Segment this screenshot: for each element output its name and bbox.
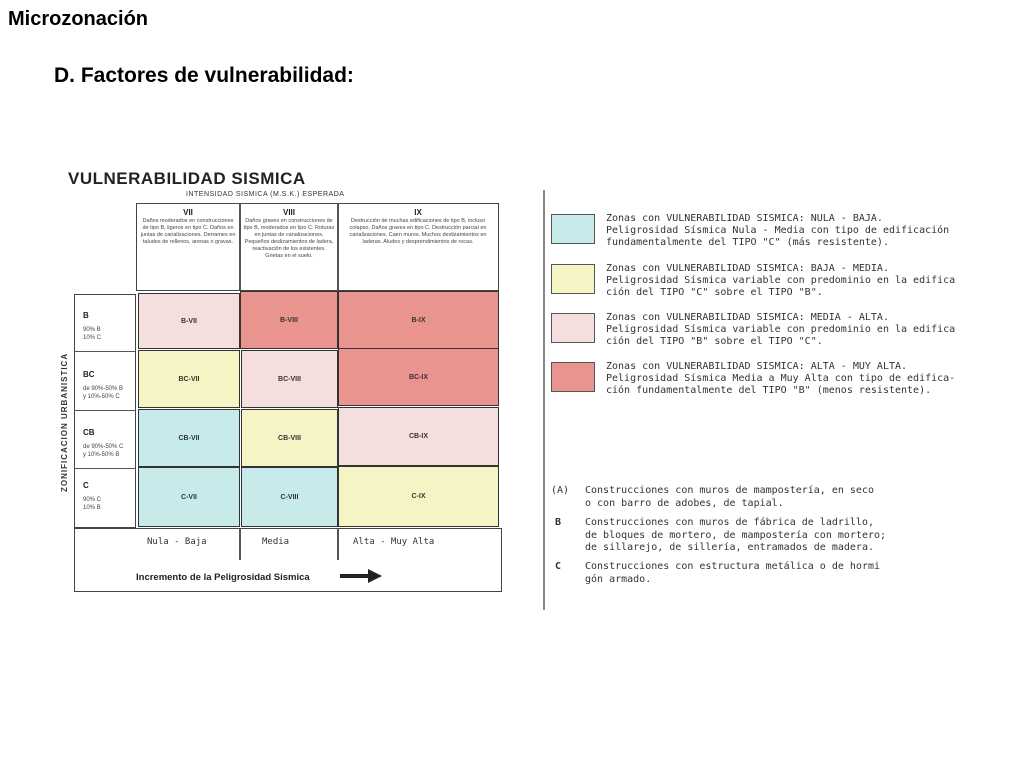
row-head-c xyxy=(83,482,101,512)
note-text-a xyxy=(585,485,915,510)
legend-item-medium-high xyxy=(606,312,976,348)
cell-c-ix: C-IX xyxy=(338,466,499,527)
cell-cb-viii: CB-VIII xyxy=(241,409,338,467)
note-line: o con barro de adobes, de tapial. xyxy=(585,497,784,509)
row-code: CB xyxy=(83,428,95,437)
row-head-cb xyxy=(83,429,123,459)
divider xyxy=(74,410,136,411)
divider xyxy=(239,203,241,291)
note-line: de sillarejo, de sillería, entramados de madera. xyxy=(585,542,874,553)
legend-line: Zonas con VULNERABILIDAD SISMICA: NULA - BAJA. xyxy=(606,213,883,224)
cell-cb-ix: CB-IX xyxy=(338,407,499,466)
row-desc: y 10%-50% C xyxy=(83,394,120,400)
right-arrow-icon xyxy=(340,569,382,583)
divider xyxy=(74,351,136,352)
cell-cb-vii: CB-VII xyxy=(138,409,240,467)
legend-swatch-medium-high xyxy=(551,313,595,343)
legend-line: Peligrosidad Sísmica variable con predominio en la edifica xyxy=(606,275,956,286)
legend-rule xyxy=(543,190,545,610)
legend-swatch-high xyxy=(551,362,595,392)
cell-c-viii: C-VIII xyxy=(241,467,338,527)
row-desc: 90% C xyxy=(83,497,102,503)
cell-bc-viii: BC-VIII xyxy=(241,350,338,408)
column-head-ix xyxy=(341,209,495,246)
note-key-b: B xyxy=(555,517,562,528)
row-desc: de 90%-50% B xyxy=(83,386,124,392)
legend-item-high xyxy=(606,361,976,397)
cell-b-ix: B-IX xyxy=(338,291,499,349)
slide-subtitle: D. Factores de vulnerabilidad: xyxy=(54,64,354,87)
note-line: de bloques de mortero, de mampostería con mortero; xyxy=(585,529,887,541)
note-key-a: (A) xyxy=(551,485,570,496)
legend-item-low xyxy=(606,213,976,249)
slide-title: Microzonación xyxy=(8,8,149,30)
cell-c-vii: C-VII xyxy=(138,467,240,527)
row-code: BC xyxy=(83,370,95,379)
arrow-label: Incremento de la Peligrosidad Sismica xyxy=(136,572,310,583)
note-text-c xyxy=(585,561,915,586)
figure-title: VULNERABILIDAD SISMICA xyxy=(68,169,306,188)
side-label: ZONIFICACION URBANISTICA xyxy=(60,352,69,492)
legend-line: Peligrosidad Sísmica Nula - Media con tipo de edificación xyxy=(606,225,950,236)
column-number: VII xyxy=(183,208,193,217)
column-number: IX xyxy=(414,208,422,217)
legend-line: Zonas con VULNERABILIDAD SISMICA: ALTA - MUY ALTA. xyxy=(606,361,908,372)
note-line: Construcciones con muros de mampostería, en seco xyxy=(585,485,874,496)
divider xyxy=(337,528,339,560)
row-desc: 90% B xyxy=(83,327,101,333)
row-desc: y 10%-50% B xyxy=(83,452,120,458)
legend-line: ción fundamentalmente del TIPO "B" (menos resistente). xyxy=(606,385,932,396)
column-description: Daños graves en construcciones de tipo B, moderados en tipo C. Roturas en juntas de canalizaciones. Pequeños deslizamientos de ladera, reactivación de los existentes. Grietas en el suelo. xyxy=(243,218,335,259)
column-description: Daños moderados en construcciones de tipo B, ligeros en tipo C. Daños en juntas de canalizaciones. Derrames en taludes de rellenos, arenas o gravas. xyxy=(140,218,236,245)
note-line: gón armado. xyxy=(585,573,652,585)
column-number: VIII xyxy=(282,208,295,217)
hazard-label-medium: Media xyxy=(262,537,290,547)
column-head-vii xyxy=(140,209,236,246)
column-description: Destrucción de muchas edificaciones de tipo B, incluso colapso. Daños graves en tipo C. Destrucción parcial en canalizaciones. Caen muros. Muchos deslizamientos en laderas. Aludes y desprendimientos de rocas. xyxy=(349,218,487,245)
cell-bc-ix: BC-IX xyxy=(338,348,499,406)
note-line: Construcciones con estructura metálica o de hormi xyxy=(585,561,881,572)
row-desc: 10% B xyxy=(83,505,101,511)
row-head-b xyxy=(83,312,101,342)
column-head-viii xyxy=(243,209,335,260)
divider xyxy=(239,528,241,560)
divider xyxy=(337,203,339,291)
legend-swatch-low-medium xyxy=(551,264,595,294)
row-code: C xyxy=(83,481,89,490)
legend-line: Zonas con VULNERABILIDAD SISMICA: BAJA - MEDIA. xyxy=(606,263,889,274)
hazard-label-low: Nula - Baja xyxy=(147,537,207,547)
cell-b-viii: B-VIII xyxy=(240,291,338,349)
row-desc: de 90%-50% C xyxy=(83,444,124,450)
legend-line: Peligrosidad Sísmica variable con predominio en la edifica xyxy=(606,324,956,335)
row-desc: 10% C xyxy=(83,335,102,341)
cell-b-vii: B-VII xyxy=(138,293,240,349)
divider xyxy=(74,468,136,469)
legend-item-low-medium xyxy=(606,263,976,299)
legend-line: Zonas con VULNERABILIDAD SISMICA: MEDIA - ALTA. xyxy=(606,312,889,323)
note-text-b xyxy=(585,517,915,555)
legend-line: fundamentalmente del TIPO "C" (más resistente). xyxy=(606,237,889,248)
hazard-label-high: Alta - Muy Alta xyxy=(353,537,435,547)
note-key-c: C xyxy=(555,561,562,572)
legend-line: ción del TIPO "B" sobre el TIPO "C". xyxy=(606,336,823,347)
legend-line: ción del TIPO "C" sobre el TIPO "B". xyxy=(606,287,823,298)
cell-bc-vii: BC-VII xyxy=(138,350,240,408)
legend-swatch-low xyxy=(551,214,595,244)
legend-line: Peligrosidad Sísmica Media a Muy Alta con tipo de edifica- xyxy=(606,373,956,384)
note-line: Construcciones con muros de fábrica de ladrillo, xyxy=(585,517,874,528)
intensity-header: INTENSIDAD SISMICA (M.S.K.) ESPERADA xyxy=(186,191,345,198)
row-head-bc xyxy=(83,371,123,401)
row-code: B xyxy=(83,311,89,320)
